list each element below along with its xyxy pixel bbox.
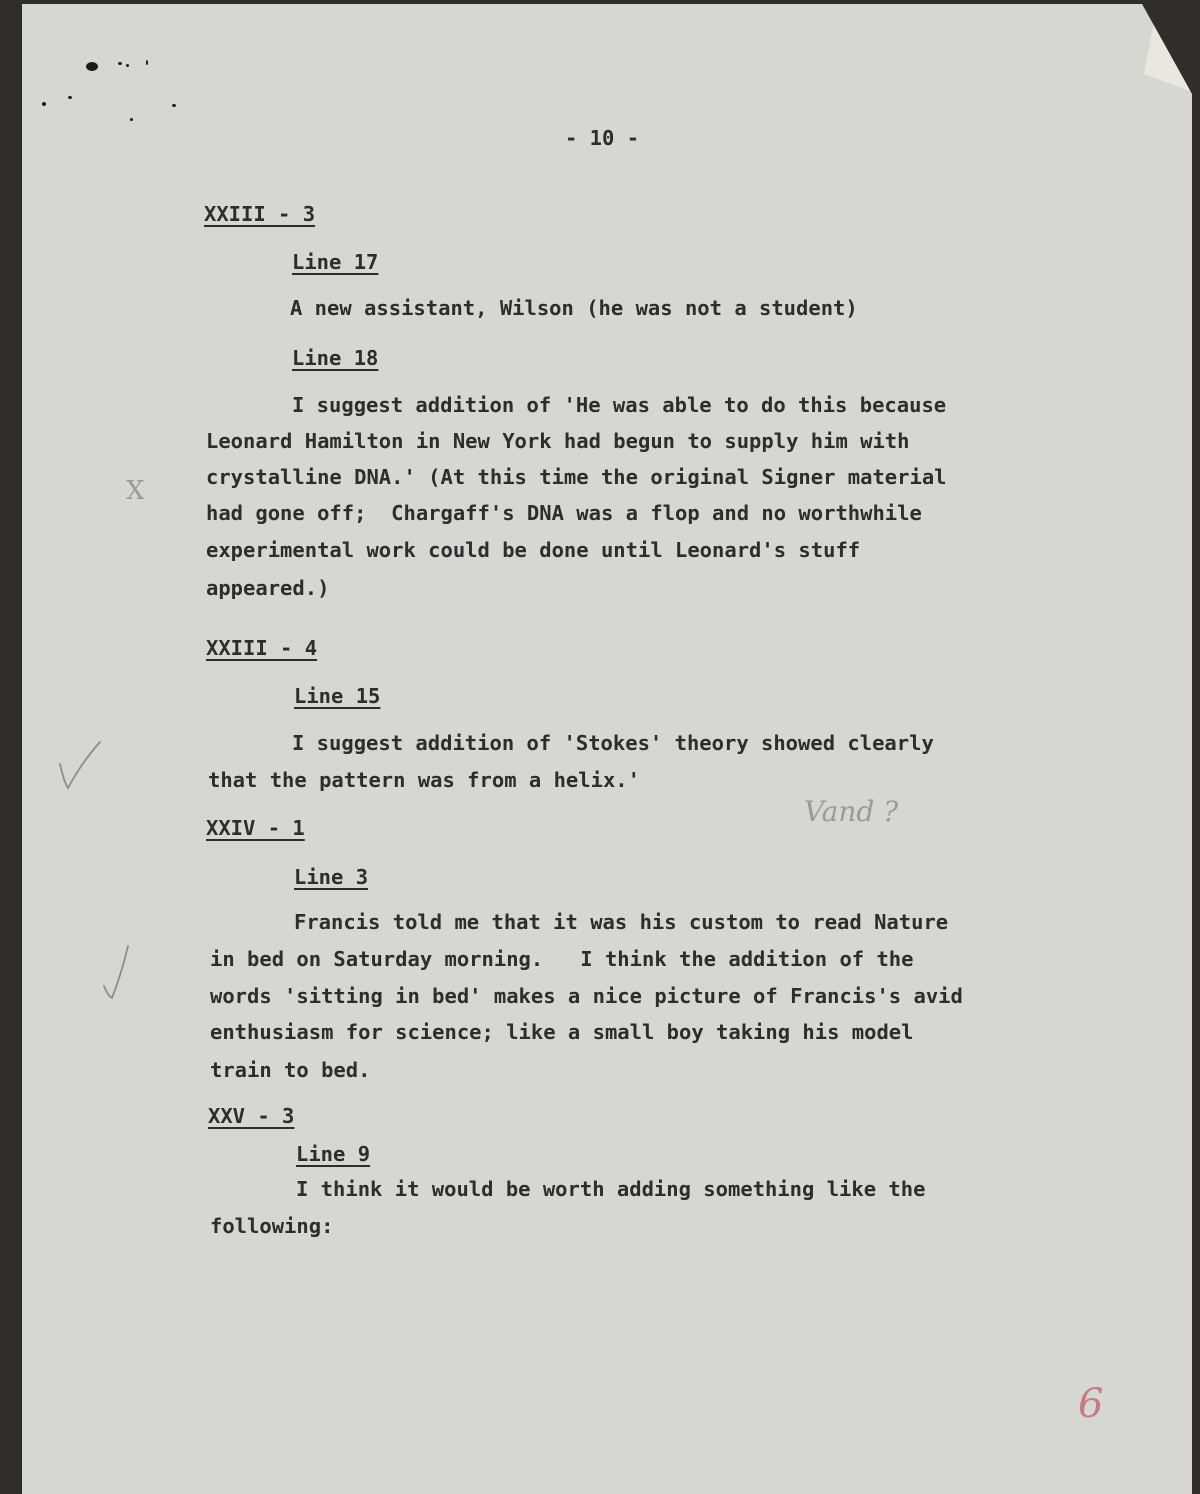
ink-speck [118, 62, 122, 65]
section-heading: XXIII - 4 [206, 636, 318, 660]
note-text-line: enthusiasm for science; like a small boy taking his model [210, 1020, 914, 1044]
section-heading: XXIV - 1 [206, 816, 305, 840]
note-text-line: Francis told me that it was his custom to read Nature [294, 910, 949, 934]
ink-speck [172, 104, 176, 107]
note-text-line: experimental work could be done until Leonard's stuff [206, 538, 861, 562]
ink-speck [68, 96, 72, 99]
red-folio-number: 6 [1078, 1381, 1104, 1427]
line-reference: Line 15 [294, 684, 381, 708]
pencil-note: Vand ? [804, 795, 899, 828]
pencil-check-mark [98, 942, 138, 1002]
note-text-line: following: [210, 1214, 334, 1238]
margin-x-mark: X [126, 476, 145, 506]
section-heading: XXV - 3 [208, 1104, 295, 1128]
note-text-line: I think it would be worth adding something like the [296, 1177, 926, 1201]
line-reference: Line 3 [294, 865, 369, 889]
pencil-check-mark [56, 738, 106, 794]
note-text-line: in bed on Saturday morning. I think the addition of the [210, 947, 914, 971]
note-text-line: had gone off; Chargaff's DNA was a flop and no worthwhile [206, 501, 922, 525]
section-heading: XXIII - 3 [204, 202, 316, 226]
note-text-line: I suggest addition of 'He was able to do this because [292, 393, 947, 417]
note-text-line: appeared.) [206, 576, 330, 600]
ink-speck [86, 62, 98, 71]
note-text-line: words 'sitting in bed' makes a nice picture of Francis's avid [210, 984, 963, 1008]
line-reference: Line 9 [296, 1142, 371, 1166]
line-reference: Line 18 [292, 346, 379, 370]
ink-speck [130, 118, 133, 121]
ink-speck [126, 64, 129, 67]
ink-speck [42, 102, 46, 106]
note-text-line: train to bed. [210, 1058, 371, 1082]
note-text-line: I suggest addition of 'Stokes' theory showed clearly [292, 731, 934, 755]
note-text-line: Leonard Hamilton in New York had begun to supply him with [206, 429, 910, 453]
note-text-line: crystalline DNA.' (At this time the original Signer material [206, 465, 947, 489]
note-text-line: A new assistant, Wilson (he was not a student) [290, 296, 858, 320]
note-text-line: that the pattern was from a helix.' [208, 768, 640, 792]
ink-speck [146, 60, 148, 65]
page-number: - 10 - [565, 126, 640, 150]
line-reference: Line 17 [292, 250, 379, 274]
